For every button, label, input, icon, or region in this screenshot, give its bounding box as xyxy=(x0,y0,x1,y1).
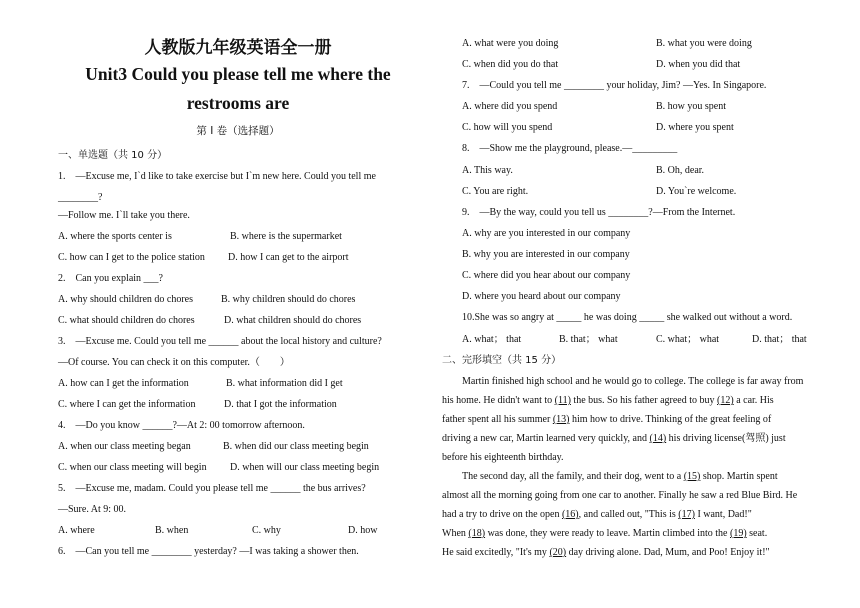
cloze-blank-16: (16) xyxy=(561,509,579,520)
q10-option-a: A. what； that xyxy=(462,334,522,345)
q4-option-a: A. when our class meeting began xyxy=(58,441,191,452)
q1-option-b: B. where is the supermarket xyxy=(230,231,342,242)
q10-stem: 10.She was so angry at _____ he was doing _____ she walked out without a word. xyxy=(462,312,793,323)
q2-option-c: C. what should children do chores xyxy=(58,315,195,326)
q9-stem: 9. —By the way, could you tell us ________?—From the Internet. xyxy=(462,207,736,218)
q9-option-a: A. why are you interested in our company xyxy=(462,228,631,239)
q10-option-d: D. that； that xyxy=(752,334,807,345)
cloze-line xyxy=(442,509,752,521)
q4-stem: 4. —Do you know ______?—At 2: 00 tomorrow afternoon. xyxy=(58,420,305,431)
cloze-text: father spent all his summer xyxy=(442,414,553,425)
q3-option-d: D. that I got the information xyxy=(224,399,337,410)
cloze-line: almost all the morning going from one car to another. Finally he saw a red Blue Bird. He xyxy=(442,490,798,501)
cloze-text: the bus. So his father agreed to buy xyxy=(570,395,718,406)
page-title-en-line1: Unit3 Could you please tell me where the xyxy=(85,64,391,84)
cloze-text: his home. He didn't want to xyxy=(442,395,555,406)
q7-option-d: D. where you spent xyxy=(656,122,734,133)
q8-option-d: D. You`re welcome. xyxy=(656,186,737,197)
cloze-text: his driving license(驾照) just xyxy=(666,433,786,444)
q5-option-a: A. where xyxy=(58,525,95,536)
q5-option-d: D. how xyxy=(348,525,378,536)
cloze-text: driving a new car, Martin learned very quickly, and xyxy=(442,433,650,444)
cloze-text: When xyxy=(442,528,469,539)
cloze-text: He said excitedly, "It's my xyxy=(442,547,550,558)
cloze-line xyxy=(442,414,771,426)
q3-reply: —Of course. You can check it on this computer.（ ） xyxy=(58,357,290,368)
q4-option-c: C. when our class meeting will begin xyxy=(58,462,207,473)
q9-option-d: D. where you heard about our company xyxy=(462,291,621,302)
q2-option-b: B. why children should do chores xyxy=(221,294,356,305)
q9-option-b: B. why you are interested in our company xyxy=(462,249,630,260)
q8-option-c: C. You are right. xyxy=(462,186,529,197)
q10-option-c: C. what； what xyxy=(656,334,720,345)
q1-stem: 1. —Excuse me, I`d like to take exercise but I`m new here. Could you tell me xyxy=(58,171,376,182)
q7-stem: 7. —Could you tell me ________ your holiday, Jim? —Yes. In Singapore. xyxy=(462,80,767,91)
cloze-line xyxy=(442,395,774,407)
q8-stem: 8. —Show me the playground, please.—_________ xyxy=(462,143,678,154)
cloze-blank-20: (20) xyxy=(549,547,567,558)
cloze-line xyxy=(442,528,767,540)
q10-option-b: B. that； what xyxy=(559,334,618,345)
q6-option-b: B. what you were doing xyxy=(656,38,752,49)
cloze-blank-12: (12) xyxy=(717,395,734,406)
q2-stem: 2. Can you explain ___? xyxy=(58,273,163,284)
q7-option-b: B. how you spent xyxy=(656,101,726,112)
q1-reply: —Follow me. I`ll take you there. xyxy=(58,210,190,221)
cloze-line: before his eighteenth birthday. xyxy=(442,452,564,463)
cloze-text: day driving alone. Dad, Mum, and Poo! Enjoy it!" xyxy=(566,547,770,558)
cloze-line xyxy=(442,547,770,559)
q4-option-b: B. when did our class meeting begin xyxy=(223,441,369,452)
cloze-line: Martin finished high school and he would go to college. The college is far away from xyxy=(462,376,804,387)
q4-option-d: D. when will our class meeting begin xyxy=(230,462,380,473)
cloze-line xyxy=(442,433,786,445)
q2-option-d: D. what children should do chores xyxy=(224,315,362,326)
cloze-text: was done, they were ready to leave. Martin climbed into the xyxy=(485,528,730,539)
cloze-blank-14: (14) xyxy=(649,433,667,444)
cloze-text: a car. His xyxy=(733,395,774,406)
part-heading: 第 I 卷（选择题） xyxy=(196,125,280,137)
cloze-text: , and called out, "This is xyxy=(578,509,679,520)
q1-option-d: D. how I can get to the airport xyxy=(228,252,349,263)
section1-heading: 一、单选题（共 10 分） xyxy=(58,150,168,161)
q5-option-b: B. when xyxy=(155,525,189,536)
cloze-blank-17: (17) xyxy=(678,509,695,520)
q3-option-a: A. how can I get the information xyxy=(58,378,189,389)
q6-option-c: C. when did you do that xyxy=(462,59,559,70)
cloze-blank-18: (18) xyxy=(468,528,486,539)
q3-stem: 3. —Excuse me. Could you tell me ______ about the local history and culture? xyxy=(58,336,382,347)
cloze-text: shop. Martin spent xyxy=(700,471,778,482)
page-title-en-line2: restrooms are xyxy=(186,93,290,113)
q5-reply: —Sure. At 9: 00. xyxy=(58,504,127,515)
cloze-text: The second day, all the family, and their dog, went to a xyxy=(462,471,684,482)
q6-option-d: D. when you did that xyxy=(656,59,741,70)
cloze-text: had a try to drive on the open xyxy=(442,509,562,520)
q1-stem-cont: ________? xyxy=(58,192,103,203)
cloze-blank-15: (15) xyxy=(683,471,701,482)
q3-option-b: B. what information did I get xyxy=(226,378,343,389)
q9-option-c: C. where did you hear about our company xyxy=(462,270,631,281)
q5-stem: 5. —Excuse me, madam. Could you please tell me ______ the bus arrives? xyxy=(58,483,366,494)
q5-option-c: C. why xyxy=(252,525,281,536)
cloze-blank-13: (13) xyxy=(552,414,570,425)
cloze-line xyxy=(462,471,778,483)
q6-stem: 6. —Can you tell me ________ yesterday? —I was taking a shower then. xyxy=(58,546,359,557)
q3-option-c: C. where I can get the information xyxy=(58,399,196,410)
q2-option-a: A. why should children do chores xyxy=(58,294,193,305)
cloze-text: seat. xyxy=(746,528,768,539)
cloze-text: I want, Dad!" xyxy=(694,509,752,520)
q1-option-a: A. where the sports center is xyxy=(58,231,172,242)
cloze-text: him how to drive. Thinking of the great feeling of xyxy=(569,414,772,425)
q1-option-c: C. how can I get to the police station xyxy=(58,252,205,263)
q6-option-a: A. what were you doing xyxy=(462,38,559,49)
cloze-blank-11: (11) xyxy=(554,395,571,406)
q8-option-a: A. This way. xyxy=(462,165,513,176)
q7-option-c: C. how will you spend xyxy=(462,122,553,133)
page-title-cn: 人教版九年级英语全一册 xyxy=(144,38,332,58)
q7-option-a: A. where did you spend xyxy=(462,101,558,112)
q8-option-b: B. Oh, dear. xyxy=(656,165,705,176)
cloze-blank-19: (19) xyxy=(729,528,747,539)
section2-heading: 二、完形填空（共 15 分） xyxy=(442,355,562,366)
